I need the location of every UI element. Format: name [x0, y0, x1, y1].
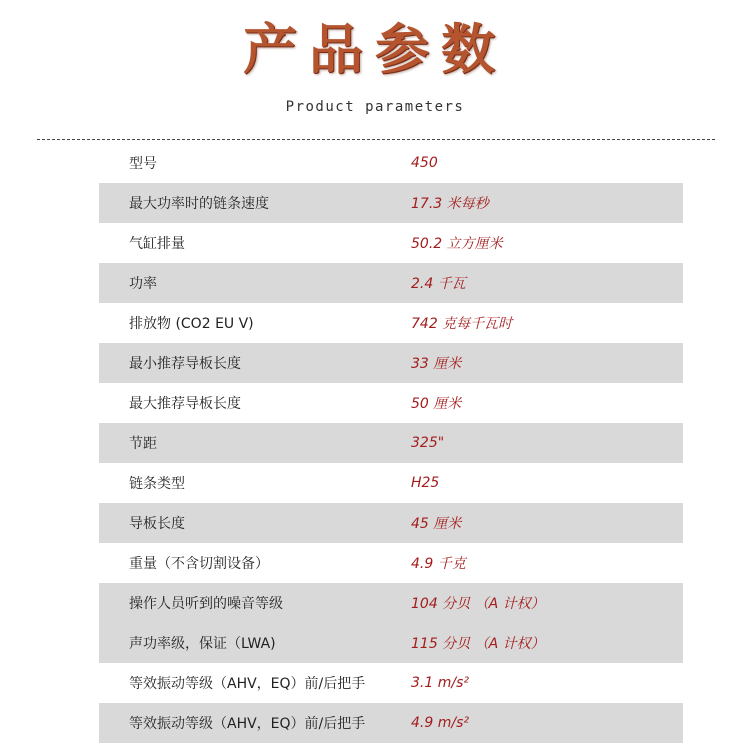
param-row-model — [99, 143, 683, 183]
param-row-vibration-1 — [99, 663, 683, 703]
param-row-chain-type — [99, 463, 683, 503]
param-value: 742 克每千瓦时 — [411, 316, 513, 332]
param-value: H25 — [411, 475, 440, 491]
param-row-pitch — [99, 423, 683, 463]
param-value: 17.3 米每秒 — [411, 196, 489, 212]
params-table — [99, 143, 683, 743]
param-value: 115 分贝 （A 计权） — [411, 636, 545, 652]
param-row-bar-length — [99, 503, 683, 543]
param-row-power — [99, 263, 683, 303]
param-value: 50 厘米 — [411, 396, 462, 412]
param-value: 33 厘米 — [411, 356, 462, 372]
param-label: 导板长度 — [129, 516, 185, 532]
param-row-max-bar-length — [99, 383, 683, 423]
param-row-emissions — [99, 303, 683, 343]
dashed-divider — [37, 139, 715, 140]
param-row-weight — [99, 543, 683, 583]
param-row-displacement — [99, 223, 683, 263]
param-label: 最大功率时的链条速度 — [129, 196, 269, 212]
param-value: 3.1 m/s² — [411, 675, 469, 691]
param-label: 声功率级，保证（LWA) — [129, 636, 276, 652]
param-label: 等效振动等级（AHV，EQ）前/后把手 — [129, 716, 366, 732]
param-label: 型号 — [129, 156, 157, 172]
param-value: 45 厘米 — [411, 516, 462, 532]
param-label: 节距 — [129, 436, 157, 452]
param-value: 104 分贝 （A 计权） — [411, 596, 545, 612]
param-label: 气缸排量 — [129, 236, 185, 252]
param-label: 排放物 (CO2 EU V) — [129, 316, 254, 332]
page-title: 产品参数 — [243, 17, 507, 81]
param-label: 功率 — [129, 276, 157, 292]
param-label: 等效振动等级（AHV，EQ）前/后把手 — [129, 676, 366, 692]
param-label: 重量（不含切割设备） — [129, 556, 269, 572]
param-row-sound-power — [99, 623, 683, 663]
param-label: 最大推荐导板长度 — [129, 396, 241, 412]
param-value: 325" — [411, 435, 445, 451]
param-row-operator-noise — [99, 583, 683, 623]
page-subtitle: Product parameters — [285, 99, 465, 115]
param-value: 4.9 千克 — [411, 556, 466, 572]
param-value: 50.2 立方厘米 — [411, 236, 503, 252]
param-label: 链条类型 — [129, 476, 185, 492]
param-value: 450 — [411, 155, 438, 171]
param-row-min-bar-length — [99, 343, 683, 383]
param-row-chain-speed — [99, 183, 683, 223]
param-value: 4.9 m/s² — [411, 715, 469, 731]
param-label: 最小推荐导板长度 — [129, 356, 241, 372]
param-row-vibration-2 — [99, 703, 683, 743]
param-value: 2.4 千瓦 — [411, 276, 466, 292]
param-label: 操作人员听到的噪音等级 — [129, 596, 283, 612]
